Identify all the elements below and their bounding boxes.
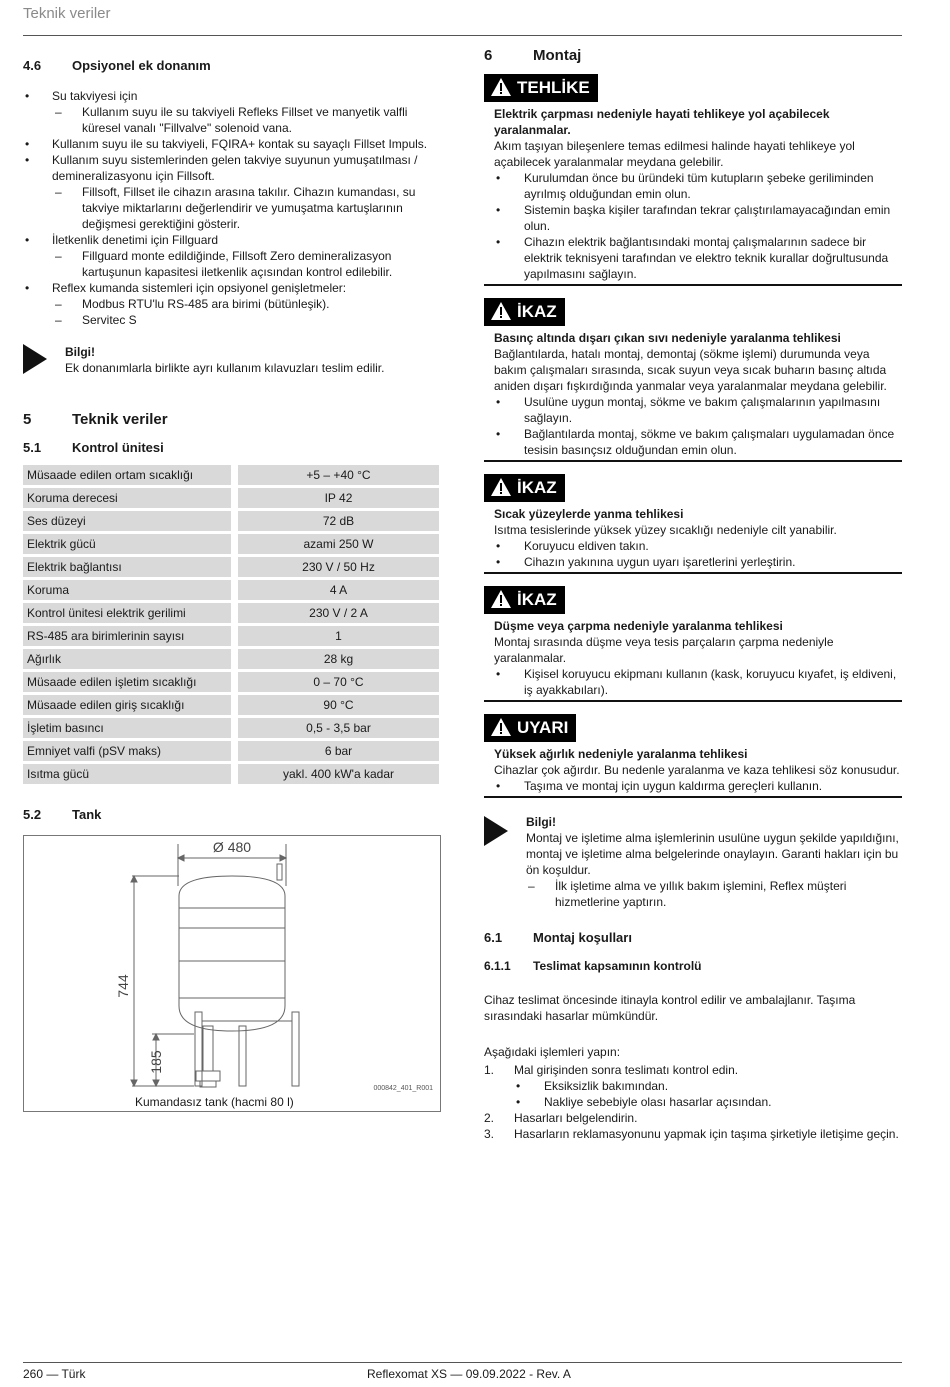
spec-key: Isıtma gücü [23,764,231,784]
warnings-container [484,74,902,798]
spec-key: Ağırlık [23,649,231,669]
equipment-sub-list [23,296,439,328]
equipment-item [23,280,439,328]
dim-diameter-label: Ø 480 [212,839,252,855]
section-number: 4.6 [23,58,42,73]
warning-body: Bağlantılarda, hatalı montaj, demontaj (sökme işlemi) durumunda veya bakım çalışmaları sırasında, sıcak suyun veya sıcak buharın basınç altıda aniden dışarı fışkırdığında yanmalar veya yaralanmalar meydana gelebilir. [494,347,887,393]
spec-value: 230 V / 2 A [231,603,439,623]
info-text: Ek donanımlarla birlikte ayrı kullanım kılavuzları teslim edilir. [65,361,385,375]
spec-row [23,718,439,738]
warning-block [484,74,902,286]
optional-equipment-list [23,88,439,328]
info-note-montaj [484,814,902,910]
header-rule [23,35,902,36]
tank-caption: Kumandasız tank (hacmi 80 l) [135,1095,294,1109]
spec-row [23,511,439,531]
warning-bullet: • Bağlantılarda montaj, sökme ve bakım çalışmaları uygulamadan önce tesisin basınçsız olduğundan emin olun. [494,426,902,458]
spec-value: 28 kg [231,649,439,669]
info-arrow-icon [484,816,508,846]
equipment-sub-list [23,104,439,136]
warning-triangle-icon [490,717,517,740]
section-title: Montaj [533,47,582,64]
equipment-item [23,152,439,232]
section-number: 5.1 [23,440,42,455]
footer-rule [23,1362,902,1363]
steps-list [484,1062,902,1142]
section-title: Tank [72,807,102,822]
spec-row [23,672,439,692]
spec-value: 6 bar [231,741,439,761]
drawing-code: 000842_401_R001 [373,1085,433,1092]
spec-key: Koruma [23,580,231,600]
warning-title: Yüksek ağırlık nedeniyle yaralanma tehlikesi [494,747,748,761]
info-arrow-icon [23,344,47,374]
spec-value: azami 250 W [231,534,439,554]
spec-key: Müsaade edilen giriş sıcaklığı [23,695,231,715]
section-title: Teslimat kapsamının kontrolü [533,959,702,973]
spec-key: Ses düzeyi [23,511,231,531]
spec-key: Kontrol ünitesi elektrik gerilimi [23,603,231,623]
step-item [484,1126,902,1142]
info-title: Bilgi! [65,345,95,359]
spec-value: 0,5 - 3,5 bar [231,718,439,738]
equipment-sub-item: – Fillsoft, Fillset ile cihazın arasına takılır. Cihazın kumandası, su takviye miktarlarını değerlendirir ve yumuşatma kartuşlarının değişmesi gerektiğini gösterir. [23,184,439,232]
spec-value: 4 A [231,580,439,600]
spec-value: +5 – +40 °C [231,465,439,485]
step-number: 2. [484,1111,495,1125]
delivery-paragraph: Cihaz teslimat öncesinde itinayla kontrol edilir ve ambalajlanır. Taşıma sırasındaki hasarlar mümkündür. [484,993,856,1023]
warning-badge [484,474,565,502]
tank-drawing [23,835,441,1112]
spec-row [23,534,439,554]
control-unit-spec-table [23,462,439,787]
tank-diagram [24,836,440,1111]
warning-body: Akım taşıyan bileşenlere temas edilmesi halinde hayati tehlikeye yol açabilecek yaralanmalar meydana gelebilir. [494,139,855,169]
equipment-item [23,136,439,152]
info-text: Montaj ve işletime alma işlemlerinin usulüne uygun şekilde yapıldığını, montaj ve işletime alma belgelerinde onaylayın. Garanti hakları için bu ön koşuldur. [526,831,899,877]
section-title: Teknik veriler [72,411,168,428]
section-number: 6 [484,47,493,64]
equipment-item-text: Kullanım suyu ile su takviyeli, FQIRA+ kontak su sayaçlı Fillset Impuls. [52,137,428,151]
section-title: Opsiyonel ek donanım [72,58,211,73]
step-number: 1. [484,1063,495,1077]
warning-badge-label: İKAZ [517,302,557,321]
equipment-sub-item: – Modbus RTU'lu RS-485 ara birimi (bütünleşik). [23,296,439,312]
warning-title: Düşme veya çarpma nedeniyle yaralanma tehlikesi [494,619,783,633]
spec-row [23,649,439,669]
spec-row [23,465,439,485]
page-header-title: Teknik veriler [23,5,111,22]
spec-key: Koruma derecesi [23,488,231,508]
right-column [484,48,902,1142]
warning-bullet: • Kurulumdan önce bu üründeki tüm kutupların şebeke geriliminden ayrılmış olduğundan emin olun. [494,170,902,202]
section-number: 5.2 [23,807,42,822]
step-text: Hasarların reklamasyonunu yapmak için taşıma şirketiyle iletişime geçin. [514,1127,899,1141]
warning-block [484,298,902,462]
step-text: Mal girişinden sonra teslimatı kontrol edin. [514,1063,739,1077]
spec-key: Elektrik bağlantısı [23,557,231,577]
spec-row [23,557,439,577]
info-note [23,344,439,376]
warning-badge-label: TEHLİKE [517,78,590,97]
warning-badge-label: İKAZ [517,590,557,609]
warning-triangle-icon [490,301,517,324]
equipment-sub-list [23,184,439,232]
warning-bullets [484,666,902,698]
warning-title: Elektrik çarpması nedeniyle hayati tehlikeye yol açabilecek yaralanmalar. [494,107,830,137]
step-item [484,1062,902,1110]
spec-value: 0 – 70 °C [231,672,439,692]
warning-body: Cihazlar çok ağırdır. Bu nedenle yaralanma ve kaza tehlikesi söz konusudur. [494,763,900,777]
spec-row [23,626,439,646]
info-sub-item: – İlk işletime alma ve yıllık bakım işlemini, Reflex müşteri hizmetlerine yaptırın. [496,878,902,910]
warning-bullets [484,778,902,794]
step-text: Hasarları belgelendirin. [514,1111,638,1125]
warning-bullet: • Koruyucu eldiven takın. [494,538,902,554]
warning-triangle-icon [490,589,517,612]
equipment-sub-item: – Servitec S [23,312,439,328]
warning-bullet: • Cihazın elektrik bağlantısındaki montaj çalışmalarının sadece bir elektrik teknisyeni tarafından ve elektro teknik kurallar doğrultusunda yapılmasını sağlayın. [494,234,902,282]
warning-bullet: • Cihazın yakınına uygun uyarı işaretlerini yerleştirin. [494,554,902,570]
spec-row [23,580,439,600]
step-sub-item: • Eksiksizlik bakımından. [514,1078,902,1094]
equipment-item-text: Su takviyesi için [52,89,138,103]
footer-document-info: Reflexomat XS — 09.09.2022 - Rev. A [367,1367,571,1381]
warning-badge [484,298,565,326]
equipment-sub-list [23,248,439,280]
step-number: 3. [484,1127,495,1141]
warning-badge [484,586,565,614]
step-item [484,1110,902,1126]
spec-row [23,695,439,715]
equipment-item [23,232,439,280]
warning-badge [484,714,576,742]
section-6-heading [484,48,902,64]
spec-key: Emniyet valfi (pSV maks) [23,741,231,761]
spec-key: Elektrik gücü [23,534,231,554]
warning-bullets [484,394,902,458]
warning-title: Basınç altında dışarı çıkan sıvı nedeniyle yaralanma tehlikesi [494,331,841,345]
section-6-1-1-heading [484,958,902,974]
warning-badge [484,74,598,102]
step-sub-item: • Nakliye sebebiyle olası hasarlar açısından. [514,1094,902,1110]
spec-key: Müsaade edilen işletim sıcaklığı [23,672,231,692]
spec-value: 230 V / 50 Hz [231,557,439,577]
warning-block [484,474,902,574]
warning-bullet: • Sistemin başka kişiler tarafından tekrar çalıştırılamayacağından emin olun. [494,202,902,234]
dim-height-label: 744 [115,974,131,998]
warning-triangle-icon [490,477,517,500]
equipment-item [23,88,439,136]
warning-title: Sıcak yüzeylerde yanma tehlikesi [494,507,684,521]
spec-value: yakl. 400 kW'a kadar [231,764,439,784]
equipment-sub-item: – Kullanım suyu ile su takviyeli Refleks Fillset ve manyetik valfli küresel vanalı "Fillvalve" solenoid vana. [23,104,439,136]
spec-row [23,603,439,623]
section-6-1-heading [484,930,902,946]
info-title: Bilgi! [526,815,556,829]
steps-intro: Aşağıdaki işlemleri yapın: [484,1045,621,1059]
section-5-heading [23,412,439,428]
spec-value: 1 [231,626,439,646]
spec-key: İşletim basıncı [23,718,231,738]
equipment-sub-item: – Fillguard monte edildiğinde, Fillsoft Zero demineralizasyon kartuşunun kapasitesi iletkenlik açısından kontrol edilebilir. [23,248,439,280]
warning-body: Montaj sırasında düşme veya tesis parçaların çarpma nedeniyle yaralanmalar. [494,635,834,665]
warning-bullets [484,170,902,282]
warning-bullets [484,538,902,570]
left-column [23,58,439,1112]
section-5-1-heading [23,440,439,456]
section-title: Montaj koşulları [533,930,632,945]
section-title: Kontrol ünitesi [72,440,164,455]
warning-block [484,586,902,702]
equipment-item-text: Reflex kumanda sistemleri için opsiyonel genişletmeler: [52,281,347,295]
warning-body: Isıtma tesislerinde yüksek yüzey sıcaklığı nedeniyle cilt yanabilir. [494,523,837,537]
spec-row [23,764,439,784]
warning-badge-label: UYARI [517,718,569,737]
spec-row [23,488,439,508]
equipment-item-text: İletkenlik denetimi için Fillguard [52,233,219,247]
spec-value: IP 42 [231,488,439,508]
spec-value: 72 dB [231,511,439,531]
spec-key: Müsaade edilen ortam sıcaklığı [23,465,231,485]
section-4-6-heading [23,58,439,74]
warning-triangle-icon [490,77,517,100]
warning-block [484,714,902,798]
warning-badge-label: İKAZ [517,478,557,497]
section-number: 6.1 [484,930,503,945]
section-number: 6.1.1 [484,959,511,973]
warning-bullet: • Taşıma ve montaj için uygun kaldırma gereçleri kullanın. [494,778,902,794]
section-number: 5 [23,411,32,428]
equipment-item-text: Kullanım suyu sistemlerinden gelen takviye suyunun yumuşatılması / demineralizasyonu için Fillsoft. [52,153,418,183]
dim-leg-label: 185 [148,1050,164,1074]
spec-row [23,741,439,761]
spec-key: RS-485 ara birimlerinin sayısı [23,626,231,646]
info-sub-list [496,878,902,910]
section-5-2-heading [23,807,439,823]
footer-page-language: 260 — Türk [23,1367,86,1381]
step-sub-list [514,1078,902,1110]
warning-bullet: • Kişisel koruyucu ekipmanı kullanın (kask, koruyucu kıyafet, iş eldiveni, iş ayakkabıları). [494,666,902,698]
warning-bullet: • Usulüne uygun montaj, sökme ve bakım çalışmalarının yapılmasını sağlayın. [494,394,902,426]
spec-value: 90 °C [231,695,439,715]
